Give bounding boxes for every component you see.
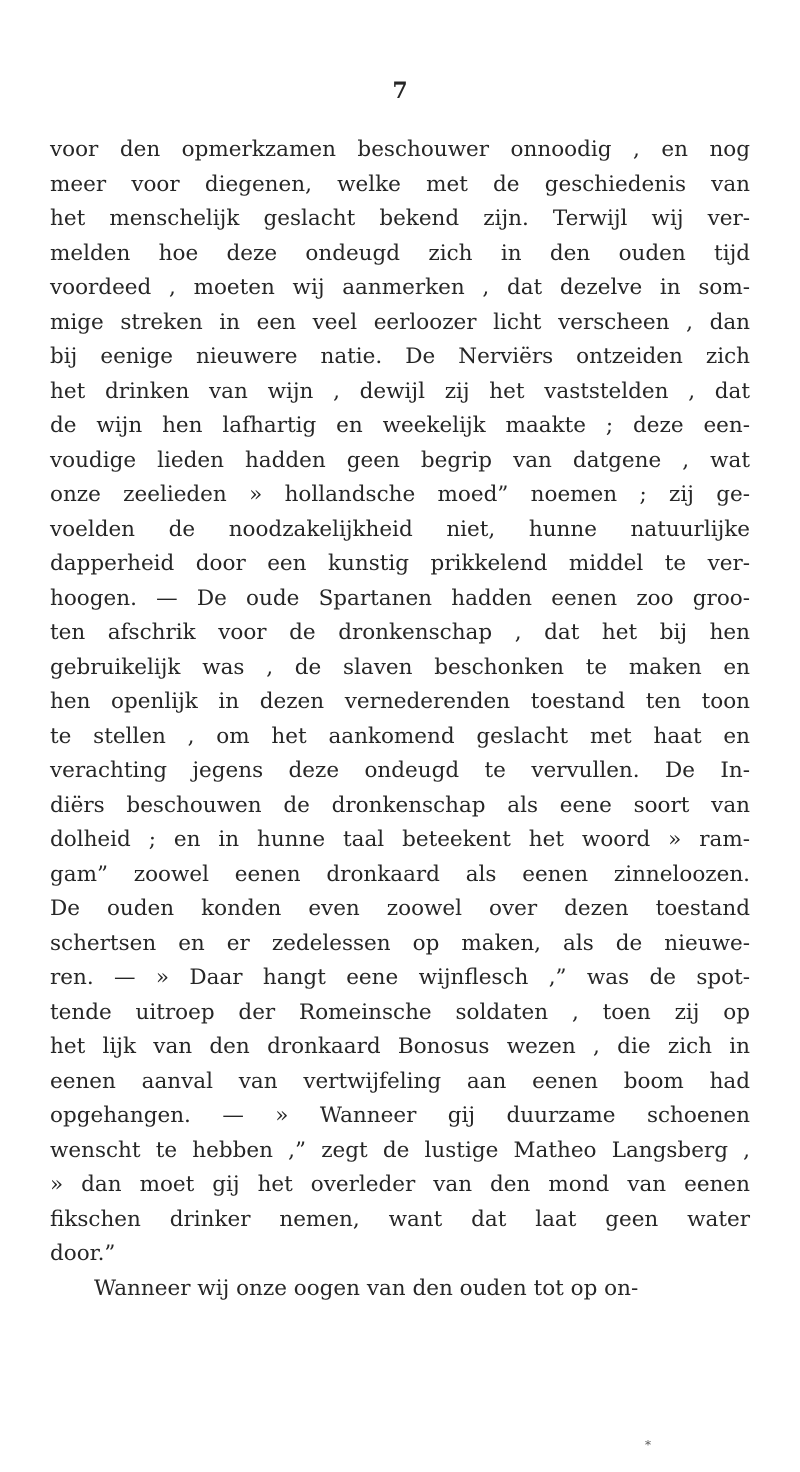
- text-line: ren. — » Daar hangt eene wijnflesch ,” was de spot-: [50, 965, 750, 990]
- body-text: [50, 133, 750, 1306]
- text-line: » dan moet gij het overleder van den mond van eenen: [50, 1172, 750, 1197]
- text-line: hoogen. — De oude Spartanen hadden eenen zoo groo-: [50, 585, 750, 611]
- text-line: bij eenige nieuwere natie. De Nerviërs ontzeiden zich: [50, 344, 750, 369]
- text-line: dolheid ; en in hunne taal beteekent het woord » ram-: [50, 827, 750, 852]
- text-line: De ouden konden even zoowel over dezen toestand: [50, 896, 750, 921]
- text-line: voordeed , moeten wij aanmerken , dat dezelve in som-: [50, 275, 750, 300]
- text-line: gam” zoowel eenen dronkaard als eenen zinneloozen.: [50, 861, 750, 887]
- text-line: voudige lieden hadden geen begrip van datgene , wat: [50, 447, 750, 473]
- text-line: schertsen en er zedelessen op maken, als de nieuwe-: [50, 930, 750, 956]
- text-line: voor den opmerkzamen beschouwer onnoodig , en nog: [50, 137, 750, 162]
- text-line: meer voor diegenen, welke met de geschiedenis van: [50, 171, 750, 197]
- text-line: opgehangen. — » Wanneer gij duurzame schoenen: [50, 1103, 750, 1128]
- text-line: diërs beschouwen de dronkenschap als eene soort van: [50, 792, 750, 818]
- text-line: Wanneer wij onze oogen van den ouden tot op on-: [94, 1275, 639, 1301]
- text-line: de wijn hen lafhartig en weekelijk maakte ; deze een-: [50, 413, 750, 438]
- text-line: hen openlijk in dezen vernederenden toestand ten toon: [50, 689, 750, 714]
- text-line: mige streken in een veel eerloozer licht verscheen , dan: [50, 309, 750, 335]
- text-line: wenscht te hebben ,” zegt de lustige Matheo Langsberg ,: [50, 1137, 750, 1163]
- text-line: het menschelijk geslacht bekend zijn. Terwijl wij ver-: [50, 206, 750, 231]
- text-line: verachting jegens deze ondeugd te vervullen. De In-: [50, 758, 750, 783]
- text-line: door.”: [50, 1241, 116, 1266]
- text-line: eenen aanval van vertwijfeling aan eenen boom had: [50, 1068, 750, 1094]
- signature-mark: *: [645, 1438, 651, 1452]
- text-line: te stellen , om het aankomend geslacht met haat en: [50, 723, 750, 749]
- text-line: voelden de noodzakelijkheid niet, hunne natuurlijke: [50, 516, 750, 542]
- text-line: tende uitroep der Romeinsche soldaten , toen zij op: [50, 999, 750, 1025]
- text-line: gebruikelijk was , de slaven beschonken te maken en: [50, 654, 750, 680]
- text-line: melden hoe deze ondeugd zich in den ouden tijd: [50, 240, 750, 266]
- text-line: dapperheid door een kunstig prikkelend middel te ver-: [50, 551, 750, 576]
- page-number: 7: [392, 78, 408, 104]
- text-line: het lijk van den dronkaard Bonosus wezen , die zich in: [50, 1034, 750, 1059]
- text-line: het drinken van wijn , dewijl zij het vaststelden , dat: [50, 378, 750, 404]
- text-line: onze zeelieden » hollandsche moed” noemen ; zij ge-: [50, 482, 750, 507]
- text-line: ten afschrik voor de dronkenschap , dat het bij hen: [50, 620, 750, 645]
- text-line: fikschen drinker nemen, want dat laat geen water: [50, 1206, 750, 1232]
